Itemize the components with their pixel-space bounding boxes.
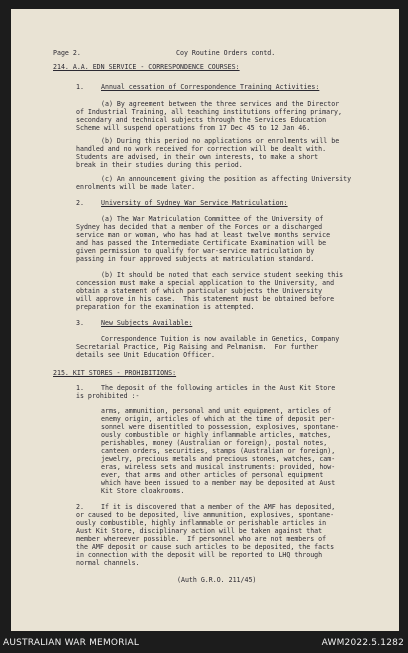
text-line: Scheme will suspend operations from 17 Dec 45 to 12 Jan 46.	[76, 124, 311, 132]
text-line: If it is discovered that a member of the AMF has deposited,	[101, 503, 336, 511]
para-num: 1.	[76, 83, 84, 91]
text-line: will approve in his case. This statement must be obtained before	[76, 295, 335, 303]
text-line: Aust Kit Store, disciplinary action will be taken against that	[76, 527, 323, 535]
archive-caption: AUSTRALIAN WAR MEMORIAL	[3, 638, 140, 648]
text-line: Secretarial Practice, Pig Raising and Pelmanism. For further	[76, 343, 319, 351]
text-line: (a) The War Matriculation Committee of the University of	[101, 215, 324, 223]
para-title: New Subjects Available:	[101, 319, 193, 327]
text-line: normal channels.	[76, 559, 140, 567]
para-title: Annual cessation of Correspondence Training Activities:	[101, 83, 320, 91]
text-line: service man or woman, who has had at least twelve months service	[76, 231, 331, 239]
authority-reference: (Auth G.R.O. 211/45)	[177, 576, 257, 584]
text-line: The deposit of the following articles in the Aust Kit Store	[101, 384, 336, 392]
para-num: 1.	[76, 384, 84, 392]
list-line: eras, wireless sets and musical instruments: provided, how-	[101, 463, 336, 471]
list-line: canteen orders, securities, stamps (Australian or foreign),	[101, 447, 336, 455]
text-line: preparation for the examination is attempted.	[76, 303, 255, 311]
list-line: Kit Store cloakrooms.	[101, 487, 185, 495]
text-line: given permission to qualify for war-service matriculation by	[76, 247, 315, 255]
text-line: passing in four approved subjects at matriculation standard.	[76, 255, 315, 263]
text-line: and has passed the Intermediate Certificate Examination will be	[76, 239, 327, 247]
text-line: (b) It should be noted that each service student seeking this	[101, 271, 344, 279]
text-line: details see Unit Education Officer.	[76, 351, 215, 359]
text-line: secondary and technical subjects through the Services Education	[76, 116, 327, 124]
page-number: Page 2.	[53, 49, 81, 57]
text-line: Students are advised, in their own interests, to make a short	[76, 153, 319, 161]
list-line: arms, ammunition, personal and unit equipment, articles of	[101, 407, 332, 415]
para-title: University of Sydney War Service Matriculation:	[101, 199, 288, 207]
para-num: 3.	[76, 319, 84, 327]
list-line: ever, that arms and other articles of personal equipment	[101, 471, 324, 479]
text-line: obtain a statement of which particular subjects the University	[76, 287, 323, 295]
section-214-heading: 214. A.A. EDN SERVICE - CORRESPONDENCE COURSES:	[53, 63, 240, 71]
text-line: (a) By agreement between the three services and the Director	[101, 100, 340, 108]
text-line: Correspondence Tuition is now available in Genetics, Company	[101, 335, 340, 343]
list-line: ously combustible or highly inflammable articles, matches,	[101, 431, 332, 439]
document-page	[11, 9, 399, 631]
text-line: of Industrial Training, all teaching institutions offering primary,	[76, 108, 342, 116]
text-line: or caused to be deposited, live ammunition, explosives, spontane-	[76, 511, 335, 519]
text-line: enrolments will be made later.	[76, 183, 196, 191]
text-line: the AMF deposit or cause such articles to be deposited, the facts	[76, 543, 335, 551]
list-line: enemy origin, articles of which at the time of deposit per-	[101, 415, 336, 423]
text-line: break in their studies during this period.	[76, 161, 243, 169]
text-line: handled and no work received for correction will be dealt with.	[76, 145, 327, 153]
text-line: is prohibited :-	[76, 392, 140, 400]
para-num: 2.	[76, 503, 84, 511]
text-line: Sydney has decided that a member of the Forces or a discharged	[76, 223, 323, 231]
section-215-heading: 215. KIT STORES - PROHIBITIONS:	[53, 369, 177, 377]
text-line: member whereever possible. If personnel who are not members of	[76, 535, 327, 543]
page-title: Coy Routine Orders contd.	[176, 49, 276, 57]
text-line: (c) An announcement giving the position as affecting University	[101, 175, 352, 183]
list-line: jewelry, precious metals and precious stones, watches, cam-	[101, 455, 336, 463]
text-line: in connection with the deposit will be reported to LHQ through	[76, 551, 323, 559]
list-line: which have been issued to a member may be deposited at Aust	[101, 479, 336, 487]
accession-number: AWM2022.5.1282	[321, 638, 404, 648]
list-line: perishables, money (Australian or foreign), postal notes,	[101, 439, 328, 447]
list-line: sonnel were disentitled to possession, explosives, spontane-	[101, 423, 340, 431]
text-line: (b) During this period no applications or enrolments will be	[101, 137, 340, 145]
para-num: 2.	[76, 199, 84, 207]
text-line: ously combustible, highly inflammable or perishable articles in	[76, 519, 327, 527]
text-line: concession must make a special application to the University, and	[76, 279, 335, 287]
